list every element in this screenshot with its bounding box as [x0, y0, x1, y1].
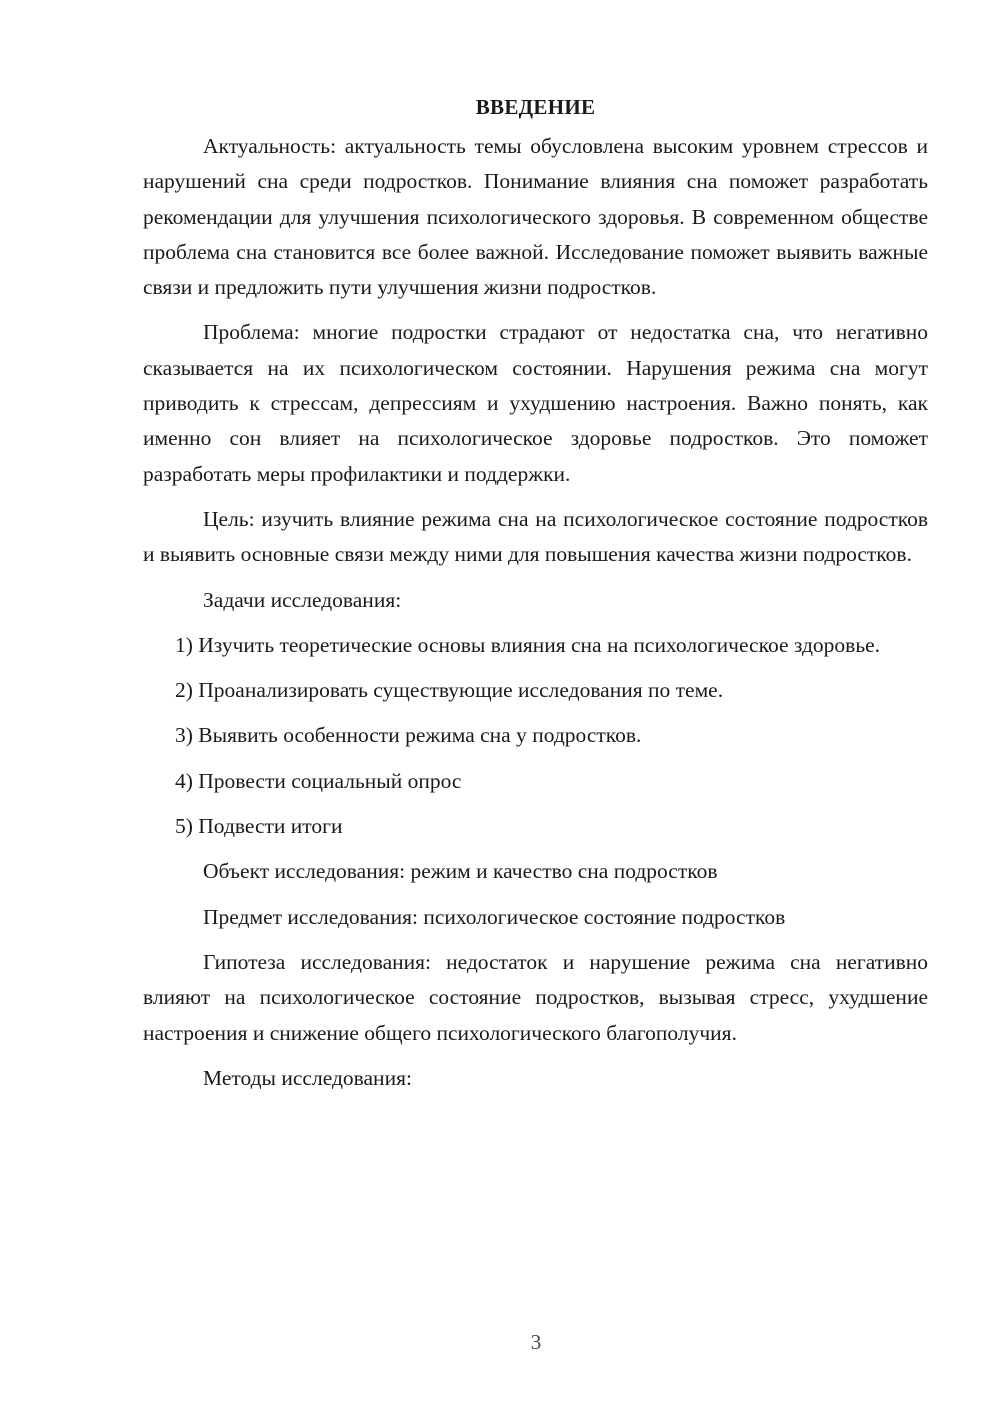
object-paragraph: Объект исследования: режим и качество сна подростков: [203, 859, 718, 884]
tasks-heading: Задачи исследования:: [203, 587, 402, 612]
relevance-paragraph: Актуальность: актуальность темы обусловлена высоким уровнем стрессов и нарушений сна среди подростков. Понимание влияния сна поможет разработать рекомендации для улучшения психологического здоровья. В современном обществе проблема сна становится все более важной. Исследование поможет выявить важные связи и предложить пути улучшения жизни подростков.: [143, 134, 928, 300]
document-body: [143, 90, 928, 1096]
hypothesis-paragraph: Гипотеза исследования: недостаток и нарушение режима сна негативно влияют на психологическое состояние подростков, вызывая стресс, ухудшение настроения и снижение общего психологического благополучия.: [143, 949, 928, 1045]
task-item-3: 3) Выявить особенности режима сна у подростков.: [175, 723, 642, 748]
problem-paragraph: Проблема: многие подростки страдают от недостатка сна, что негативно сказывается на их психологическом состоянии. Нарушения режима сна могут приводить к стрессам, депрессиям и ухудшению настроения. Важно понять, как именно сон влияет на психологическое здоровье подростков. Это поможет разработать меры профилактики и поддержки.: [143, 320, 928, 486]
goal-paragraph: Цель: изучить влияние режима сна на психологическое состояние подростков и выявить основные связи между ними для повышения качества жизни подростков.: [143, 506, 928, 567]
section-title: ВВЕДЕНИЕ: [475, 95, 596, 119]
page-number: 3: [530, 1330, 542, 1354]
methods-heading: Методы исследования:: [203, 1065, 412, 1090]
subject-paragraph: Предмет исследования: психологическое состояние подростков: [203, 904, 786, 929]
task-item-1: 1) Изучить теоретические основы влияния сна на психологическое здоровье.: [175, 632, 881, 657]
task-item-2: 2) Проанализировать существующие исследования по теме.: [175, 678, 724, 703]
task-item-5: 5) Подвести итоги: [175, 814, 343, 839]
task-item-4: 4) Провести социальный опрос: [175, 768, 462, 793]
